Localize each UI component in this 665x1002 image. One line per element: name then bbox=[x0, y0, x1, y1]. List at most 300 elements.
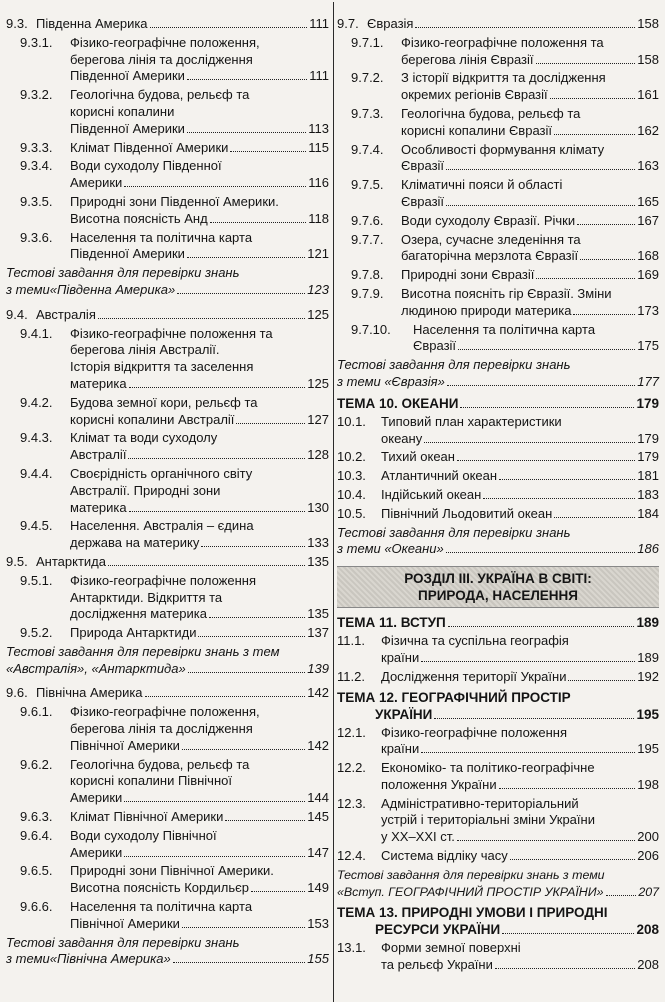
page-number: 130 bbox=[307, 499, 329, 515]
entry-title: Євразія bbox=[367, 16, 414, 31]
toc-entry-9-7-1[interactable] bbox=[337, 35, 659, 69]
topic-title-line: ТЕМА 13. ПРИРОДНІ УМОВИ І ПРИРОДНІ bbox=[337, 905, 608, 921]
toc-entry-9-6-2[interactable] bbox=[6, 757, 329, 807]
entry-number: 11.1. bbox=[337, 633, 365, 649]
entry-number: 9.6.3. bbox=[20, 809, 53, 825]
entry-number: 9.3.3. bbox=[20, 139, 53, 155]
entry-number: 12.4. bbox=[337, 848, 366, 864]
entry-number: 9.5. bbox=[6, 553, 28, 569]
toc-entry-11-1[interactable] bbox=[337, 633, 659, 667]
entry-number: 12.3. bbox=[337, 795, 366, 811]
entry-line: Клімат та води суходолу bbox=[70, 430, 218, 446]
entry-title: Індійський океан bbox=[381, 486, 482, 502]
entry-line: устрій і територіальні зміни України bbox=[381, 812, 595, 828]
entry-number: 11.2. bbox=[337, 668, 365, 684]
page-number: 125 bbox=[307, 375, 329, 391]
toc-entry-9-7-9[interactable] bbox=[337, 286, 659, 320]
entry-line: Озера, сучасне зледеніння та bbox=[401, 231, 581, 247]
entry-title: Висотна поясність Анд bbox=[70, 210, 208, 226]
entry-number: 9.3.1. bbox=[20, 34, 53, 50]
toc-test-south-america[interactable] bbox=[6, 265, 329, 299]
entry-line: Фізико-географічне положення, bbox=[70, 34, 260, 50]
page-number: 125 bbox=[307, 306, 329, 322]
toc-entry-9-4-3[interactable] bbox=[6, 430, 329, 464]
section-banner-3 bbox=[337, 566, 659, 608]
leader-dots bbox=[536, 63, 636, 64]
page-number: 179 bbox=[637, 430, 659, 446]
entry-line: Геологічна будова, рельєф та bbox=[70, 756, 250, 772]
toc-entry-9-7-6[interactable] bbox=[337, 213, 659, 230]
page-number: 135 bbox=[307, 553, 329, 569]
page-number: 168 bbox=[637, 248, 659, 264]
entry-line: Кліматичні пояси й області bbox=[401, 177, 563, 193]
entry-number: 9.6. bbox=[6, 685, 28, 701]
page-number: 158 bbox=[637, 51, 659, 67]
leader-dots bbox=[182, 927, 305, 928]
entry-line: Води суходолу Північної bbox=[70, 827, 217, 843]
toc-topic-11[interactable] bbox=[337, 614, 659, 631]
page-number: 167 bbox=[637, 212, 659, 228]
leader-dots bbox=[483, 498, 635, 499]
entry-title: Північний Льодовитий океан bbox=[381, 505, 553, 521]
entry-line: Населення та політична карта bbox=[413, 321, 596, 337]
test-title: з теми«Південна Америка» bbox=[6, 281, 176, 297]
page-number: 115 bbox=[308, 139, 329, 155]
entry-title: Система відліку часу bbox=[381, 848, 508, 864]
page-number: 173 bbox=[637, 302, 659, 318]
test-title: «Вступ. ГЕОГРАФІЧНИЙ ПРОСТІР УКРАЇНИ» bbox=[337, 884, 604, 899]
entry-title: країни bbox=[381, 649, 420, 665]
toc-entry-10-3[interactable] bbox=[337, 468, 659, 485]
entry-title: положення України bbox=[381, 776, 497, 792]
leader-dots bbox=[434, 718, 634, 719]
entry-number: 9.6.1. bbox=[20, 704, 53, 720]
page-number: 158 bbox=[637, 16, 659, 31]
entry-line: Геологічна будова, рельєф та bbox=[70, 87, 250, 103]
test-line: Тестові завдання для перевірки знань з теми bbox=[337, 867, 605, 882]
entry-number: 10.4. bbox=[337, 486, 366, 502]
toc-entry-9-7-3[interactable] bbox=[337, 106, 659, 140]
entry-line: корисні копалини bbox=[70, 103, 175, 119]
page-number: 161 bbox=[637, 87, 659, 103]
entry-title: корисні копалини Євразії bbox=[401, 122, 552, 138]
entry-title: Євразії bbox=[413, 338, 457, 354]
entry-line: Населення та політична карта bbox=[70, 899, 253, 915]
page-number: 177 bbox=[637, 373, 659, 389]
entry-number: 9.7.9. bbox=[351, 285, 384, 301]
toc-right-column bbox=[337, 16, 659, 976]
page-number: 195 bbox=[637, 741, 659, 757]
entry-line: Фізико-географічне положення та bbox=[70, 325, 273, 341]
leader-dots bbox=[415, 27, 635, 28]
page-number: 144 bbox=[307, 790, 329, 806]
toc-entry-12-1[interactable] bbox=[337, 725, 659, 759]
entry-number: 9.4.5. bbox=[20, 518, 53, 534]
toc-entry-10-4[interactable] bbox=[337, 487, 659, 504]
toc-entry-9-6-1[interactable] bbox=[6, 704, 329, 754]
toc-test-oceans[interactable] bbox=[337, 525, 659, 559]
entry-line: Населення. Австралія – єдина bbox=[70, 518, 254, 534]
entry-line: Фізико-географічне положення bbox=[70, 572, 257, 588]
page-number: 163 bbox=[637, 158, 659, 174]
entry-title: Євразії bbox=[401, 158, 445, 174]
leader-dots bbox=[554, 517, 635, 518]
toc-entry-12-4[interactable] bbox=[337, 848, 659, 865]
entry-number: 9.3. bbox=[6, 16, 28, 31]
page-number: 179 bbox=[637, 449, 659, 465]
entry-line: берегова лінія Австралії. bbox=[70, 342, 220, 358]
leader-dots bbox=[550, 98, 636, 99]
page-number: 128 bbox=[307, 447, 329, 463]
entry-number: 9.7.8. bbox=[351, 267, 384, 283]
toc-entry-9-7-7[interactable] bbox=[337, 232, 659, 266]
page-number: 145 bbox=[307, 809, 329, 825]
toc-test-eurasia[interactable] bbox=[337, 357, 659, 391]
entry-line: берегова лінія та дослідження bbox=[70, 51, 253, 67]
toc-entry-9-3[interactable] bbox=[6, 16, 329, 33]
entry-line: Природні зони Південної Америки. bbox=[70, 193, 279, 209]
leader-dots bbox=[129, 387, 306, 388]
page-number: 142 bbox=[307, 737, 329, 753]
page-number: 149 bbox=[307, 880, 329, 896]
entry-title: Атлантичний океан bbox=[381, 468, 498, 484]
page-number: 113 bbox=[308, 120, 329, 136]
entry-title: корисні копалини Австралії bbox=[70, 411, 235, 427]
page-number: 186 bbox=[637, 541, 659, 557]
page-number: 127 bbox=[307, 411, 329, 427]
entry-line: Будова земної кори, рельєф та bbox=[70, 394, 258, 410]
toc-entry-9-7-8[interactable] bbox=[337, 267, 659, 284]
leader-dots bbox=[568, 680, 635, 681]
page-number: 121 bbox=[307, 246, 329, 262]
leader-dots bbox=[573, 314, 635, 315]
leader-dots bbox=[502, 933, 634, 934]
leader-dots bbox=[210, 222, 307, 223]
leader-dots bbox=[446, 205, 635, 206]
toc-entry-9-6-5[interactable] bbox=[6, 863, 329, 897]
test-line: Тестові завдання для перевірки знань bbox=[337, 524, 571, 540]
toc-entry-9-4-4[interactable] bbox=[6, 466, 329, 516]
leader-dots bbox=[198, 636, 305, 637]
entry-title: Антарктида bbox=[36, 553, 106, 569]
entry-number: 12.2. bbox=[337, 760, 366, 776]
entry-title: Клімат Південної Америки bbox=[70, 139, 229, 155]
toc-entry-9-4-5[interactable] bbox=[6, 518, 329, 552]
leader-dots bbox=[182, 749, 305, 750]
page-number: 181 bbox=[637, 468, 659, 484]
page-number: 200 bbox=[637, 829, 659, 845]
leader-dots bbox=[554, 134, 635, 135]
entry-title: людиною природи материка bbox=[401, 302, 572, 318]
leader-dots bbox=[421, 661, 635, 662]
leader-dots bbox=[458, 349, 635, 350]
entry-title: окремих регіонів Євразії bbox=[401, 87, 548, 103]
entry-line: З історії відкриття та дослідження bbox=[401, 70, 606, 86]
leader-dots bbox=[447, 385, 635, 386]
toc-entry-11-2[interactable] bbox=[337, 669, 659, 686]
toc-entry-9-6-4[interactable] bbox=[6, 828, 329, 862]
entry-title: Тихий океан bbox=[381, 449, 455, 465]
leader-dots bbox=[577, 224, 635, 225]
page-number: 116 bbox=[308, 175, 329, 191]
leader-dots bbox=[129, 511, 306, 512]
entry-title: Висотна поясність Кордильєр bbox=[70, 880, 250, 896]
page-number: 111 bbox=[309, 16, 329, 31]
leader-dots bbox=[580, 259, 635, 260]
leader-dots bbox=[446, 552, 636, 553]
toc-entry-10-5[interactable] bbox=[337, 506, 659, 523]
entry-line: Своєрідність органічного світу bbox=[70, 465, 253, 481]
entry-line: Антарктиди. Відкриття та bbox=[70, 589, 223, 605]
leader-dots bbox=[230, 151, 306, 152]
entry-number: 9.3.4. bbox=[20, 158, 53, 174]
toc-left-column bbox=[6, 16, 329, 972]
toc-entry-9-7[interactable] bbox=[337, 16, 659, 33]
entry-number: 9.7.1. bbox=[351, 34, 384, 50]
page-number: 208 bbox=[637, 957, 659, 973]
entry-title: Південної Америки bbox=[70, 120, 185, 136]
leader-dots bbox=[187, 132, 306, 133]
entry-number: 9.4.3. bbox=[20, 430, 53, 446]
page-number: 192 bbox=[637, 668, 659, 684]
toc-entry-9-3-1[interactable] bbox=[6, 35, 329, 85]
entry-number: 9.7.10. bbox=[351, 321, 391, 337]
entry-title: країни bbox=[381, 741, 420, 757]
toc-entry-9-4-2[interactable] bbox=[6, 395, 329, 429]
leader-dots bbox=[448, 626, 635, 627]
toc-entry-9-3-2[interactable] bbox=[6, 87, 329, 137]
leader-dots bbox=[173, 962, 306, 963]
entry-number: 9.4. bbox=[6, 306, 28, 322]
entry-number: 9.3.2. bbox=[20, 87, 53, 103]
toc-entry-10-1[interactable] bbox=[337, 414, 659, 448]
leader-dots bbox=[251, 891, 305, 892]
entry-title: та рельєф України bbox=[381, 957, 493, 973]
toc-entry-9-3-4[interactable] bbox=[6, 158, 329, 192]
toc-entry-12-2[interactable] bbox=[337, 760, 659, 794]
entry-line: Висотна поясніть гір Євразії. Зміни bbox=[401, 285, 612, 301]
entry-title: Природа Антарктиди bbox=[70, 625, 197, 641]
leader-dots bbox=[145, 696, 306, 697]
entry-line: корисні копалини Північної bbox=[70, 773, 232, 789]
topic-title: ТЕМА 11. ВСТУП bbox=[337, 615, 446, 631]
entry-title: держава на материку bbox=[70, 535, 200, 551]
entry-title: Природні зони Євразії bbox=[401, 267, 535, 283]
entry-title: Австралії bbox=[70, 447, 127, 463]
leader-dots bbox=[460, 407, 634, 408]
page-number: 137 bbox=[307, 625, 329, 641]
toc-entry-9-3-5[interactable] bbox=[6, 194, 329, 228]
entry-number: 9.7.3. bbox=[351, 105, 384, 121]
test-title: «Австралія», «Антарктида» bbox=[6, 660, 186, 676]
leader-dots bbox=[128, 458, 305, 459]
toc-entry-9-4-1[interactable] bbox=[6, 326, 329, 393]
entry-title: Дослідження території України bbox=[381, 668, 567, 684]
page-number: 195 bbox=[636, 706, 659, 722]
entry-number: 9.7.5. bbox=[351, 177, 384, 193]
page-number: 155 bbox=[307, 951, 329, 967]
page-number: 169 bbox=[637, 267, 659, 283]
entry-number: 9.4.2. bbox=[20, 394, 53, 410]
toc-test-north-america[interactable] bbox=[6, 935, 329, 969]
section-title-line: РОЗДІЛ ІІІ. УКРАЇНА В СВІТІ: bbox=[404, 571, 592, 587]
entry-line: Фізико-географічне положення та bbox=[401, 34, 604, 50]
page-number: 135 bbox=[307, 606, 329, 622]
entry-line: Австралії. Природні зони bbox=[70, 482, 221, 498]
leader-dots bbox=[187, 79, 307, 80]
toc-entry-9-3-6[interactable] bbox=[6, 230, 329, 264]
leader-dots bbox=[177, 293, 305, 294]
leader-dots bbox=[124, 856, 305, 857]
entry-title: Клімат Північної Америки bbox=[70, 809, 224, 825]
leader-dots bbox=[424, 442, 635, 443]
leader-dots bbox=[510, 859, 636, 860]
entry-title: Північної Америки bbox=[70, 737, 180, 753]
toc-entry-9-4[interactable] bbox=[6, 307, 329, 324]
leader-dots bbox=[606, 895, 637, 896]
entry-number: 9.6.6. bbox=[20, 899, 53, 915]
entry-number: 9.7.6. bbox=[351, 212, 384, 228]
page-number: 207 bbox=[638, 884, 659, 899]
entry-title: багаторічна мерзлота Євразії bbox=[401, 248, 579, 264]
entry-title: Води суходолу Євразії. Річки bbox=[401, 212, 576, 228]
entry-number: 9.3.5. bbox=[20, 193, 53, 209]
leader-dots bbox=[236, 423, 305, 424]
entry-number: 9.6.5. bbox=[20, 863, 53, 879]
page-number: 184 bbox=[637, 505, 659, 521]
topic-title: РЕСУРСИ УКРАЇНИ bbox=[375, 922, 501, 938]
section-title-line: ПРИРОДА, НАСЕЛЕННЯ bbox=[417, 588, 579, 604]
test-line: Тестові завдання для перевірки знань bbox=[6, 265, 240, 281]
entry-number: 9.5.1. bbox=[20, 572, 53, 588]
leader-dots bbox=[98, 318, 305, 319]
leader-dots bbox=[108, 565, 305, 566]
page-number: 111 bbox=[309, 68, 329, 84]
toc-entry-9-6[interactable] bbox=[6, 685, 329, 702]
toc-entry-10-2[interactable] bbox=[337, 449, 659, 466]
entry-title: берегова лінія Євразії bbox=[401, 51, 534, 67]
test-title: з теми«Північна Америка» bbox=[6, 951, 171, 967]
toc-entry-9-5[interactable] bbox=[6, 554, 329, 571]
toc-test-intro-space[interactable] bbox=[337, 867, 659, 901]
entry-line: берегова лінія та дослідження bbox=[70, 721, 253, 737]
leader-dots bbox=[150, 27, 308, 28]
entry-title: Америки bbox=[70, 175, 123, 191]
page-number: 183 bbox=[637, 486, 659, 502]
entry-number: 9.7.7. bbox=[351, 231, 384, 247]
page-number: 139 bbox=[307, 660, 329, 676]
toc-entry-9-7-5[interactable] bbox=[337, 177, 659, 211]
page-number: 165 bbox=[637, 193, 659, 209]
entry-title: у XX–XXI ст. bbox=[381, 829, 455, 845]
toc-topic-13[interactable] bbox=[337, 904, 659, 938]
leader-dots bbox=[188, 672, 306, 673]
entry-title: Південної Америки bbox=[70, 68, 185, 84]
entry-number: 9.7.4. bbox=[351, 141, 384, 157]
entry-line: Води суходолу Південної bbox=[70, 158, 222, 174]
toc-topic-12[interactable] bbox=[337, 689, 659, 723]
entry-number: 10.5. bbox=[337, 505, 366, 521]
entry-title: Південна Америка bbox=[36, 16, 148, 31]
page-number: 133 bbox=[307, 535, 329, 551]
toc-entry-9-6-3[interactable] bbox=[6, 809, 329, 826]
entry-number: 10.1. bbox=[337, 413, 366, 429]
page-number: 118 bbox=[308, 210, 329, 226]
leader-dots bbox=[421, 752, 635, 753]
page-number: 162 bbox=[637, 122, 659, 138]
test-line: Тестові завдання для перевірки знань bbox=[337, 357, 571, 373]
toc-entry-9-7-4[interactable] bbox=[337, 142, 659, 176]
entry-line: Фізична та суспільна географія bbox=[381, 633, 569, 649]
entry-number: 12.1. bbox=[337, 724, 366, 740]
toc-entry-9-7-2[interactable] bbox=[337, 70, 659, 104]
page-number: 147 bbox=[307, 844, 329, 860]
toc-entry-9-3-3[interactable] bbox=[6, 140, 329, 157]
entry-line: Економіко- та політико-географічне bbox=[381, 760, 595, 776]
page-number: 189 bbox=[637, 649, 659, 665]
toc-entry-9-5-2[interactable] bbox=[6, 625, 329, 642]
test-line: Тестові завдання для перевірки знань з тем bbox=[6, 643, 280, 659]
toc-topic-10[interactable] bbox=[337, 395, 659, 412]
leader-dots bbox=[225, 820, 305, 821]
leader-dots bbox=[499, 479, 635, 480]
topic-title: УКРАЇНИ bbox=[375, 706, 433, 722]
entry-line: Фізико-географічне положення bbox=[381, 724, 568, 740]
leader-dots bbox=[457, 460, 635, 461]
topic-title: ТЕМА 10. ОКЕАНИ bbox=[337, 395, 459, 411]
entry-number: 9.7. bbox=[337, 16, 359, 31]
entry-number: 10.2. bbox=[337, 449, 366, 465]
entry-title: Євразії bbox=[401, 193, 445, 209]
entry-title: Північної Америки bbox=[70, 915, 180, 931]
entry-line: Адміністративно-територіальний bbox=[381, 795, 579, 811]
entry-number: 13.1. bbox=[337, 940, 366, 956]
topic-title-line: ТЕМА 12. ГЕОГРАФІЧНИЙ ПРОСТІР bbox=[337, 689, 571, 705]
toc-test-australia-antarctica[interactable] bbox=[6, 644, 329, 678]
entry-line: Природні зони Північної Америки. bbox=[70, 863, 274, 879]
leader-dots bbox=[124, 801, 305, 802]
page-number: 123 bbox=[307, 281, 329, 297]
entry-number: 9.6.2. bbox=[20, 756, 53, 772]
entry-title: Південної Америки bbox=[70, 246, 185, 262]
toc-entry-9-6-6[interactable] bbox=[6, 899, 329, 933]
leader-dots bbox=[201, 546, 305, 547]
toc-entry-13-1[interactable] bbox=[337, 940, 659, 974]
page-number: 208 bbox=[636, 922, 659, 938]
leader-dots bbox=[446, 169, 635, 170]
toc-entry-9-5-1[interactable] bbox=[6, 573, 329, 623]
page-number: 198 bbox=[637, 776, 659, 792]
leader-dots bbox=[187, 257, 305, 258]
leader-dots bbox=[124, 186, 306, 187]
test-title: з теми «Океани» bbox=[337, 541, 444, 557]
page-number: 179 bbox=[636, 395, 659, 411]
entry-title: океану bbox=[381, 430, 423, 446]
leader-dots bbox=[536, 278, 635, 279]
page-number: 142 bbox=[307, 685, 329, 701]
entry-number: 10.3. bbox=[337, 468, 366, 484]
entry-line: Геологічна будова, рельєф та bbox=[401, 105, 581, 121]
toc-entry-9-7-10[interactable] bbox=[337, 322, 659, 356]
entry-number: 9.7.2. bbox=[351, 70, 384, 86]
page-number: 175 bbox=[637, 338, 659, 354]
entry-line: Особливості формування клімату bbox=[401, 141, 605, 157]
entry-title: Америки bbox=[70, 844, 123, 860]
entry-number: 9.3.6. bbox=[20, 229, 53, 245]
entry-title: Америки bbox=[70, 790, 123, 806]
leader-dots bbox=[499, 788, 636, 789]
toc-entry-12-3[interactable] bbox=[337, 796, 659, 846]
